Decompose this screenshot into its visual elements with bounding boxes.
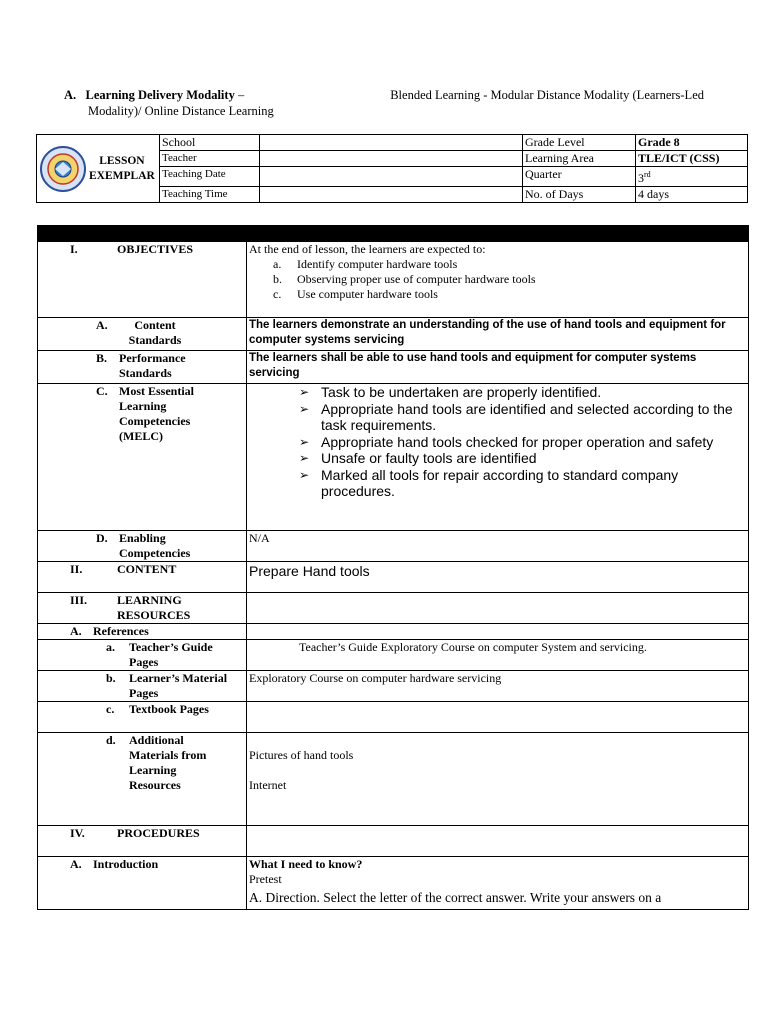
header-value-no-of-days: 4 days [636, 187, 748, 203]
additional-num: d. [106, 733, 116, 747]
introduction-direction: A. Direction. Select the letter of the correct answer. Write your answers on a [249, 890, 662, 905]
modality-label: Learning Delivery Modality [85, 88, 235, 102]
additional-text-1: Pictures of hand tools [249, 748, 354, 762]
arrow-bullet-icon: ➢ [299, 401, 310, 416]
header-value-school [260, 135, 523, 151]
textbook-num: c. [106, 702, 115, 716]
header-label-teaching-date: Teaching Date [160, 167, 260, 187]
melc-item: ➢ Task to be undertaken are properly identified. [299, 384, 602, 400]
arrow-bullet-icon: ➢ [299, 434, 310, 449]
row-melc [38, 384, 749, 531]
modality-letter: A. [64, 88, 77, 102]
header-label-school: School [160, 135, 260, 151]
modality-line1: Blended Learning - Modular Distance Modality (Learners-Led [390, 88, 704, 102]
content-label: CONTENT [117, 562, 177, 576]
header-value-teacher [260, 151, 523, 167]
row-additional-materials [38, 733, 749, 826]
row-procedures [38, 826, 749, 857]
objectives-content [247, 242, 749, 318]
performance-standards-label: Performance Standards [119, 351, 186, 380]
row-content-standards [38, 318, 749, 351]
header-label-quarter: Quarter [523, 167, 636, 187]
lesson-plan-table [37, 225, 749, 910]
content-standards-label: Content Standards [128, 318, 182, 347]
introduction-label: Introduction [93, 857, 159, 871]
content-num: II. [70, 562, 83, 576]
header-label-learning-area: Learning Area [523, 151, 636, 167]
header-label-teacher: Teacher [160, 151, 260, 167]
row-teachers-guide [38, 640, 749, 671]
header-label-no-of-days: No. of Days [523, 187, 636, 203]
header-label-teaching-time: Teaching Time [160, 187, 260, 203]
objective-item: c. Use computer hardware tools [273, 287, 438, 301]
header-value-learning-area: TLE/ICT (CSS) [636, 151, 748, 167]
additional-content [247, 733, 749, 826]
row-textbook [38, 702, 749, 733]
learning-delivery-modality [64, 87, 704, 119]
objectives-label: OBJECTIVES [117, 242, 194, 256]
arrow-bullet-icon: ➢ [299, 467, 310, 482]
melc-item: ➢ Appropriate hand tools checked for proper operation and safety [299, 433, 714, 450]
learning-resources-label: LEARNING RESOURCES [117, 593, 191, 622]
procedures-label: PROCEDURES [117, 826, 200, 840]
melc-item: ➢ Unsafe or faulty tools are identified [299, 450, 537, 466]
enabling-label: Enabling Competencies [119, 531, 191, 560]
teachers-guide-label: Teacher’s Guide Pages [129, 640, 213, 669]
content-standards-text: The learners demonstrate an understanding of the use of hand tools and equipment for computer systems servicing [247, 318, 749, 351]
lesson-header-table [36, 134, 748, 203]
row-introduction [38, 857, 749, 910]
modality-dash: – [237, 88, 245, 102]
objectives-label-cell [38, 242, 247, 318]
row-learning-resources [38, 593, 749, 624]
objective-item: a. Identify computer hardware tools [273, 257, 458, 271]
black-header-bar [38, 226, 749, 242]
quarter-number: 3 [638, 171, 644, 185]
objectives-intro: At the end of lesson, the learners are expected to: [249, 242, 486, 256]
row-performance-standards [38, 351, 749, 384]
enabling-num: D. [96, 531, 108, 545]
header-value-teaching-time [260, 187, 523, 203]
melc-label: Most Essential Learning Competencies (MELC) [119, 384, 194, 443]
objectives-num: I. [70, 242, 78, 256]
arrow-bullet-icon: ➢ [299, 451, 310, 465]
content-standards-num: A. [96, 318, 108, 332]
modality-line2: Modality)/ Online Distance Learning [88, 104, 274, 118]
row-objectives [38, 242, 749, 318]
references-num: A. [70, 624, 82, 638]
introduction-content [247, 857, 749, 910]
learning-resources-num: III. [70, 593, 88, 607]
header-value-grade-level: Grade 8 [636, 135, 748, 151]
logo-cell [37, 135, 160, 203]
row-enabling-competencies [38, 531, 749, 562]
textbook-text [247, 702, 749, 733]
additional-text-2: Internet [249, 778, 287, 792]
header-label-grade-level: Grade Level [523, 135, 636, 151]
learners-material-label: Learner’s Material Pages [129, 671, 228, 700]
performance-standards-text: The learners shall be able to use hand tools and equipment for computer systems servicing [247, 351, 749, 384]
header-value-quarter [636, 167, 748, 187]
performance-standards-num: B. [96, 351, 108, 365]
row-learners-material [38, 671, 749, 702]
logo-text-lesson: LESSON [99, 154, 145, 167]
teachers-guide-text: Teacher’s Guide Exploratory Course on computer System and servicing. [247, 640, 749, 671]
objective-item: b. Observing proper use of computer hardware tools [273, 272, 536, 286]
introduction-heading: What I need to know? [249, 857, 363, 871]
row-references [38, 624, 749, 640]
references-label: References [93, 624, 149, 638]
melc-content [247, 384, 749, 531]
additional-label: Additional Materials from Learning Resources [129, 733, 207, 792]
arrow-bullet-icon: ➢ [299, 385, 310, 399]
quarter-suffix: rd [644, 170, 651, 179]
textbook-label: Textbook Pages [129, 702, 209, 716]
learners-material-text: Exploratory Course on computer hardware servicing [247, 671, 749, 702]
pretest-label: Pretest [249, 872, 282, 886]
melc-num: C. [96, 384, 108, 398]
header-value-teaching-date [260, 167, 523, 187]
school-seal-icon [39, 145, 87, 193]
melc-item: ➢ Appropriate hand tools are identified and selected according to the task requirements. [299, 400, 733, 433]
melc-item: ➢ Marked all tools for repair according to standard company procedures. [299, 466, 679, 499]
learners-material-num: b. [106, 671, 116, 685]
procedures-num: IV. [70, 826, 85, 840]
logo-text-exemplar: EXEMPLAR [89, 169, 155, 182]
content-text: Prepare Hand tools [247, 562, 749, 593]
enabling-text: N/A [247, 531, 749, 562]
row-content [38, 562, 749, 593]
introduction-num: A. [70, 857, 82, 871]
teachers-guide-num: a. [106, 640, 115, 654]
